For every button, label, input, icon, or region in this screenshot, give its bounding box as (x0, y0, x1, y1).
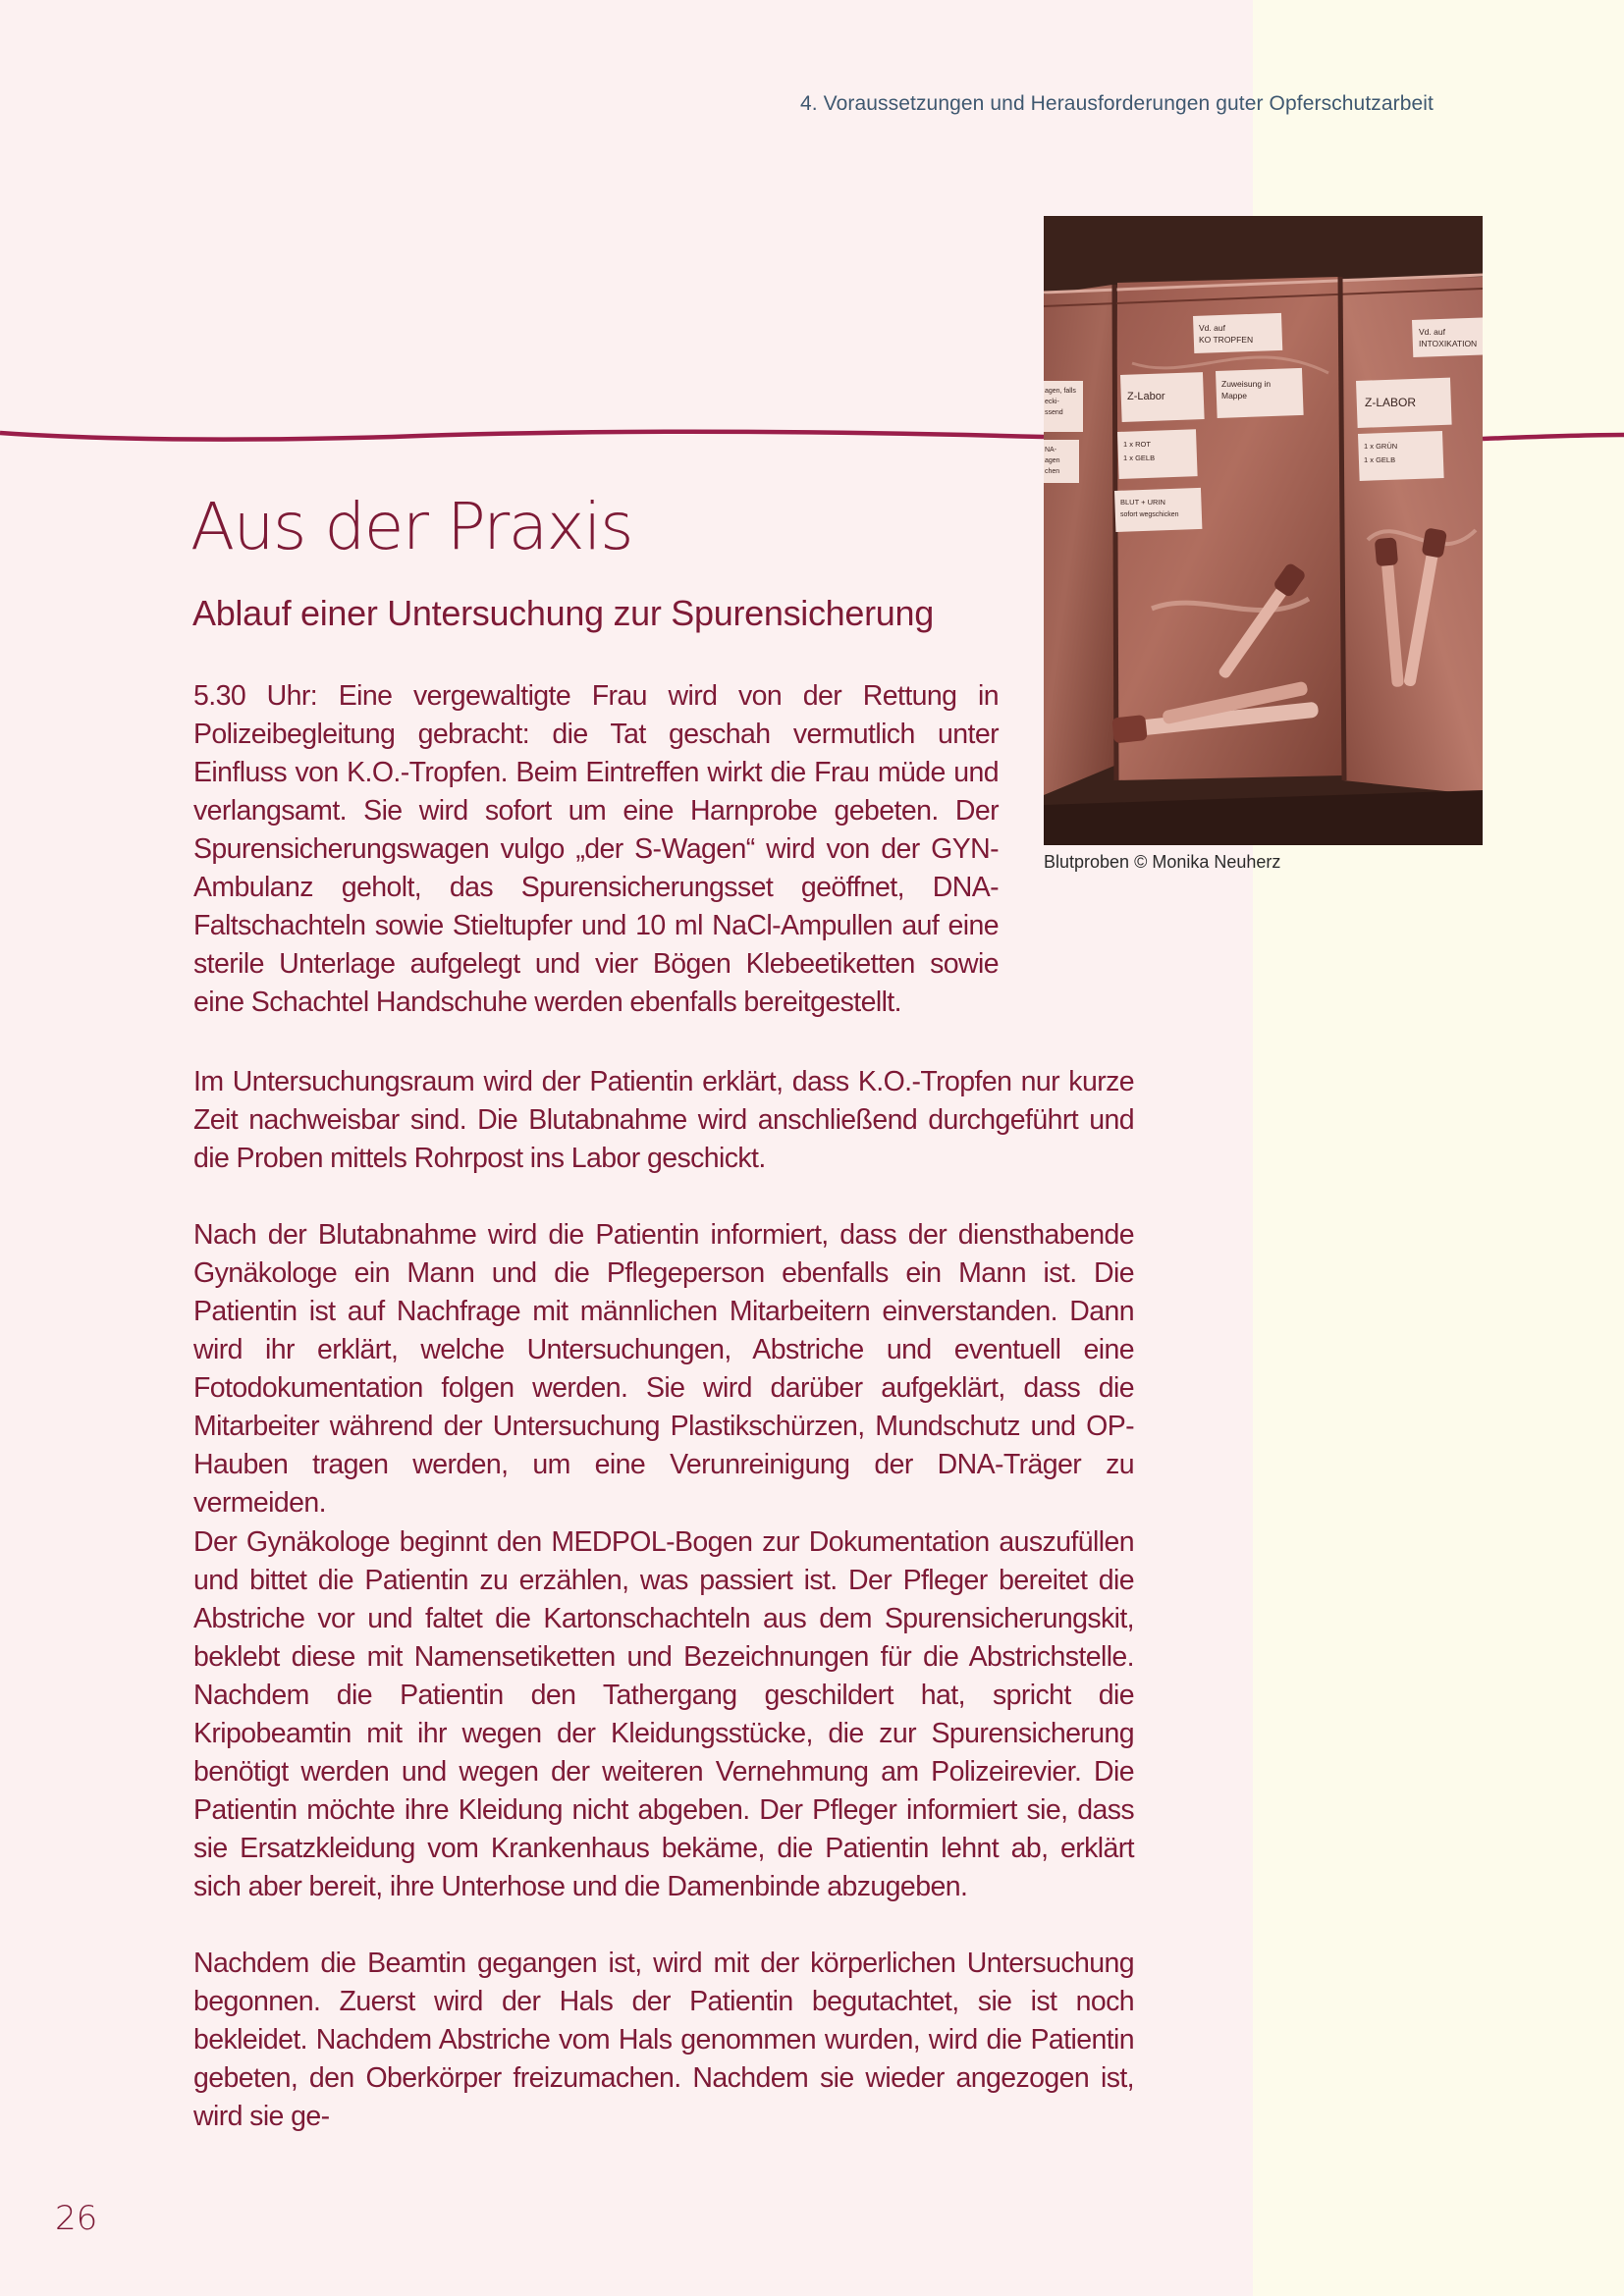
body-paragraph: 5.30 Uhr: Eine vergewaltigte Frau wird von der Rettung in Polizeibegleitung gebracht: die Tat geschah vermutlich unter Einfluss von K.O.-Tropfen. Beim Eintreffen wirkt die Frau müde und verlangsamt. Sie wird sofort um eine Harnprobe gebeten. Der Spurensicherungswagen vulgo „der S-Wagen“ wird von der GYN-Ambulanz geholt, das Spurensicherungsset geöffnet, DNA-Faltschachteln sowie Stieltupfer und 10 ml NaCl-Ampullen auf eine sterile Unterlage aufgelegt und vier Bögen Klebeetiketten sowie eine Schachtel Handschuhe werden ebenfalls bereitgestellt. (193, 680, 999, 1018)
label-vd-intox (1412, 317, 1483, 357)
label-blut-urin (1114, 488, 1202, 532)
svg-text:Z-LABOR: Z-LABOR (1365, 396, 1417, 409)
svg-text:1 x GELB: 1 x GELB (1364, 455, 1396, 464)
label-z-labor-2 (1356, 378, 1452, 428)
body-paragraph: Nachdem die Beamtin gegangen ist, wird mit der körperlichen Untersuchung begonnen. Zuerst wird der Hals der Patientin begutachtet, sie ist noch bekleidet. Nachdem Abstriche vom Hals genommen wurden, wird die Patientin gebeten, den Oberkörper freizumachen. Nachdem sie wieder angezogen ist, wird sie ge- (193, 1948, 1134, 2132)
svg-text:1 x GELB: 1 x GELB (1123, 454, 1156, 462)
svg-text:Z-Labor: Z-Labor (1127, 391, 1165, 402)
photo-caption: Blutproben © Monika Neuherz (1044, 852, 1281, 872)
label-zuweisung (1216, 368, 1304, 418)
page-number: 26 (55, 2199, 98, 2238)
svg-text:1 x GRÜN: 1 x GRÜN (1364, 442, 1398, 451)
svg-text:agen: agen (1045, 457, 1060, 464)
label-vd-ko (1193, 313, 1282, 353)
svg-text:agen, falls: agen, falls (1045, 388, 1076, 395)
running-head: 4. Voraussetzungen und Herausforderungen guter Opferschutzarbeit (800, 92, 1434, 115)
svg-text:BLUT + URIN: BLUT + URIN (1120, 498, 1165, 507)
svg-text:ecki-: ecki- (1045, 399, 1059, 405)
photo-illustration (1044, 216, 1483, 845)
svg-text:NA-: NA- (1045, 447, 1057, 454)
label-left-partial-2 (1044, 440, 1079, 483)
label-left-partial (1044, 381, 1083, 432)
svg-text:chen: chen (1045, 468, 1060, 475)
label-z-labor-1 (1120, 372, 1205, 422)
svg-text:ssend: ssend (1045, 409, 1063, 416)
label-gruen-gelb (1358, 431, 1444, 481)
svg-text:Vd. auf: Vd. auf (1199, 323, 1225, 333)
svg-text:INTOXIKATION: INTOXIKATION (1419, 339, 1478, 348)
section-subtitle: Ablauf einer Untersuchung zur Spurensicherung (192, 593, 934, 633)
svg-text:1 x ROT: 1 x ROT (1123, 440, 1151, 449)
svg-text:sofort wegschicken: sofort wegschicken (1120, 511, 1179, 518)
body-paragraph: Im Untersuchungsraum wird der Patientin erklärt, dass K.O.-Tropfen nur kurze Zeit nachweisbar sind. Die Blutabnahme wird anschließend durchgeführt und die Proben mittels Rohrpost ins Labor geschickt. (193, 1066, 1134, 1174)
svg-text:Mappe: Mappe (1221, 391, 1247, 400)
section-title: Aus der Praxis (190, 489, 632, 564)
body-paragraph: Nach der Blutabnahme wird die Patientin informiert, dass der diensthabende Gynäkologe ein Mann und die Pflegeperson ebenfalls ein Mann ist. Die Patientin ist auf Nachfrage mit männlichen Mitarbeitern einverstanden. Dann wird ihr erklärt, welche Untersuchungen, Abstriche und eventuell eine Fotodokumentation folgen werden. Sie wird darüber aufgeklärt, dass die Mitarbeiter während der Untersuchung Plastikschürzen, Mundschutz und OP-Hauben tragen werden, um eine Verunreinigung der DNA-Träger zu vermeiden. (193, 1219, 1134, 1519)
label-rot-gelb (1117, 429, 1198, 479)
blood-samples-photo (1044, 216, 1483, 845)
svg-text:Zuweisung in: Zuweisung in (1221, 379, 1272, 389)
svg-text:KO TROPFEN: KO TROPFEN (1199, 335, 1254, 345)
svg-text:Vd. auf: Vd. auf (1419, 327, 1445, 337)
body-paragraph: Der Gynäkologe beginnt den MEDPOL-Bogen zur Dokumentation auszufüllen und bittet die Patientin zu erzählen, was passiert ist. Der Pfleger bereitet die Abstriche vor und faltet die Kartonschachteln aus dem Spurensicherungskit, beklebt diese mit Namensetiketten und Bezeichnungen für die Abstrichstelle. Nachdem die Patientin den Tathergang geschildert hat, spricht die Kripobeamtin mit ihr wegen der Kleidungsstücke, die zur Spurensicherung benötigt werden und wegen der weiteren Vernehmung am Polizeirevier. Die Patientin möchte ihre Kleidung nicht abgeben. Der Pfleger informiert sie, dass sie Ersatzkleidung vom Krankenhaus bekäme, die Patientin lehnt ab, erklärt sich aber bereit, ihre Unterhose und die Damenbinde abzugeben. (193, 1526, 1134, 1902)
